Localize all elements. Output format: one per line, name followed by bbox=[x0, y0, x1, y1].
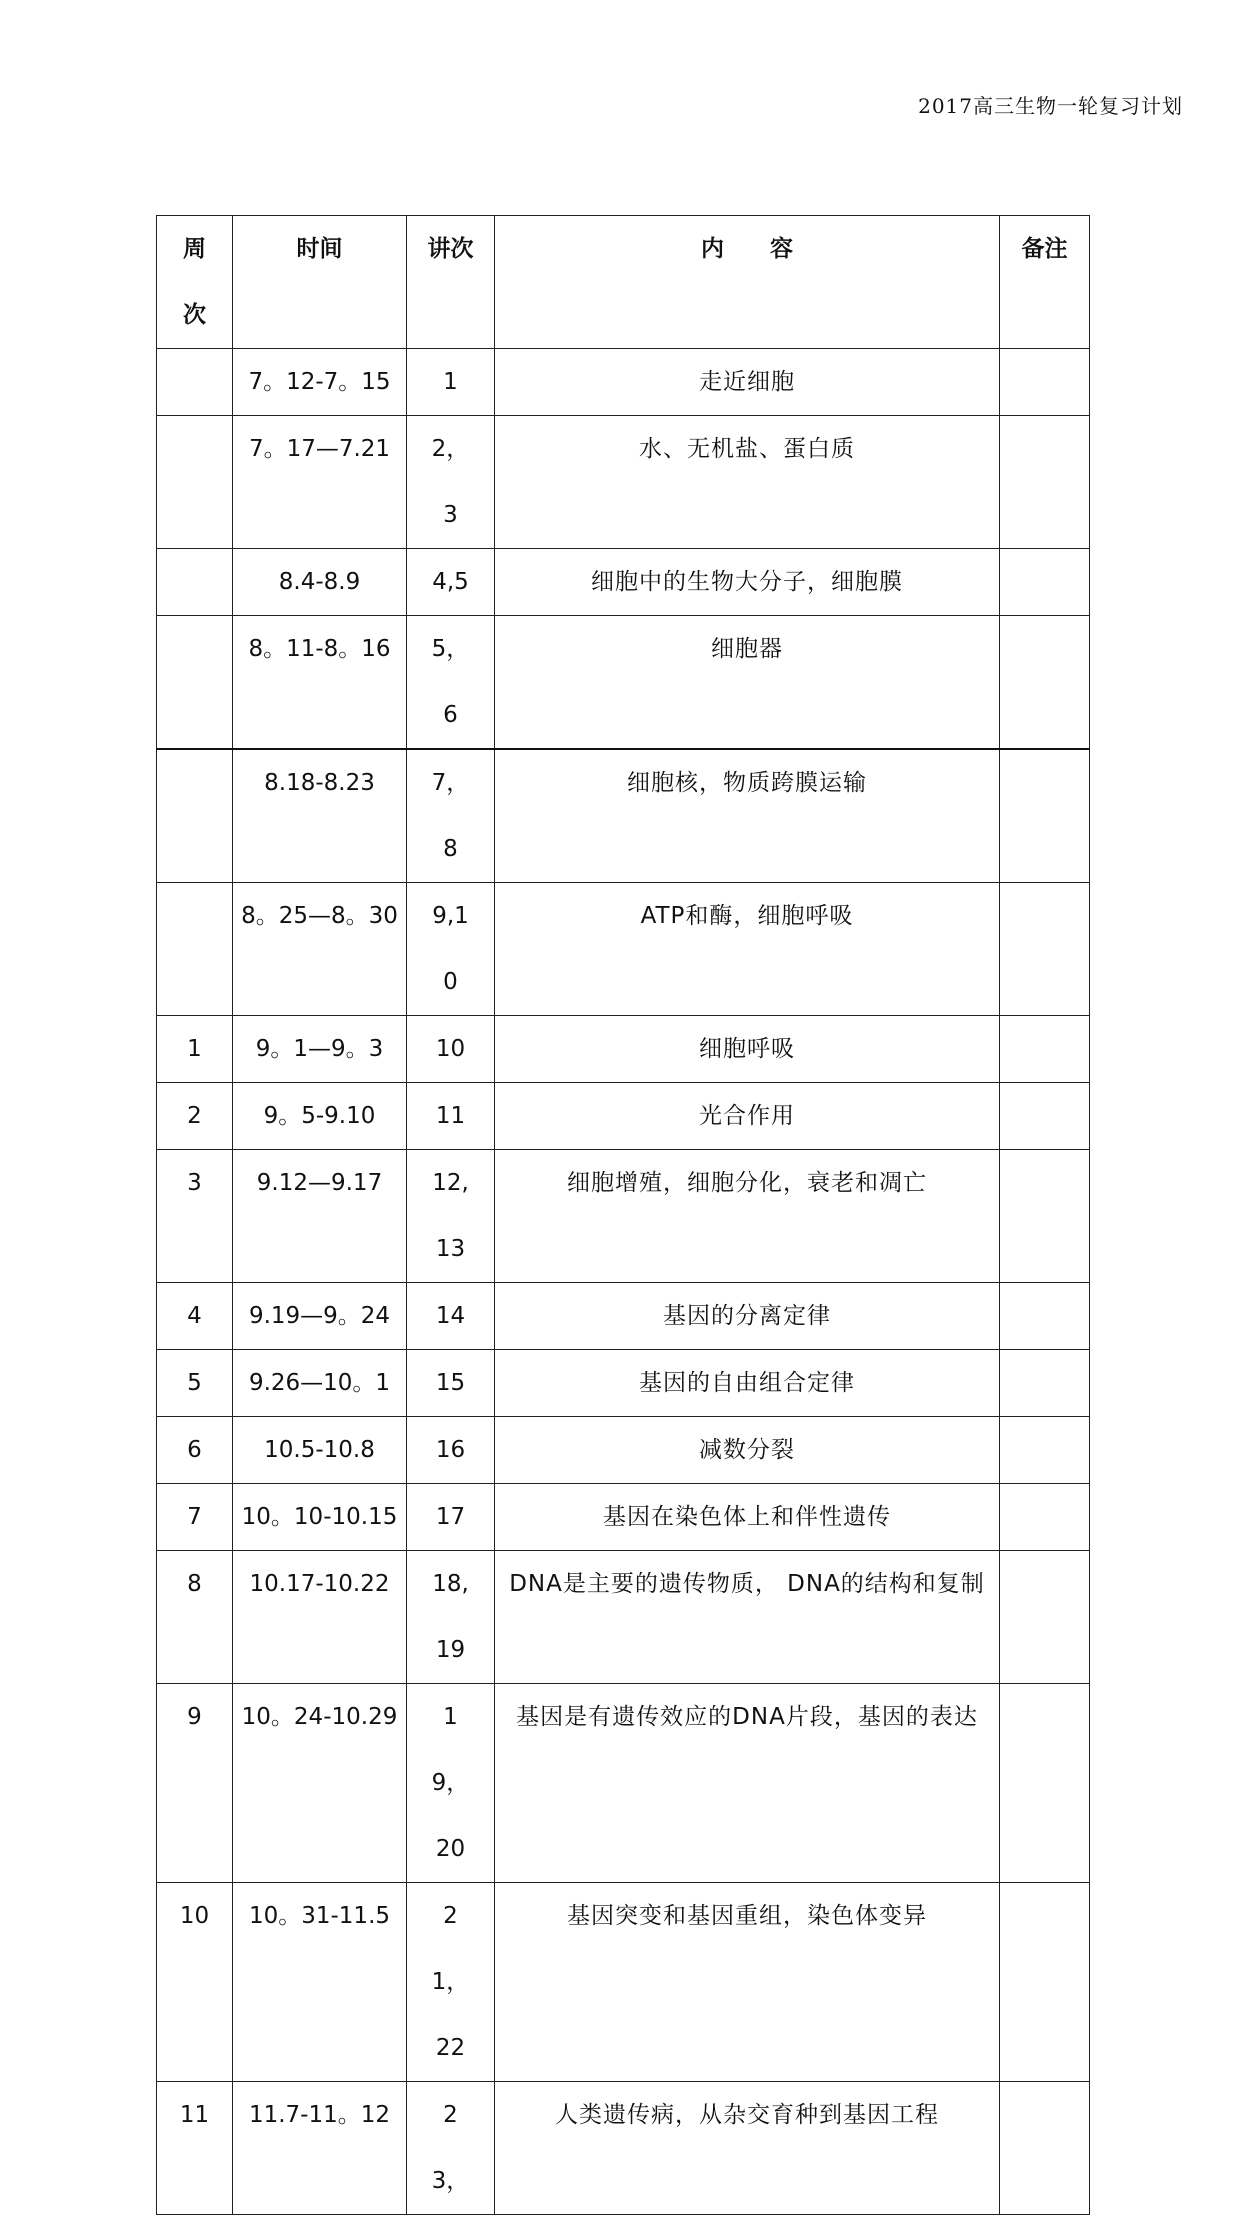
cell-lecture-text: 4,5 bbox=[432, 569, 469, 595]
table-row bbox=[157, 1350, 1090, 1417]
cell-lecture-text: 9,10 bbox=[432, 903, 469, 995]
table-row bbox=[157, 1083, 1090, 1150]
cell-time-text: 7。17—7.21 bbox=[248, 436, 391, 462]
cell-week bbox=[157, 549, 233, 616]
cell-lecture-text: 2，3 bbox=[431, 436, 470, 528]
cell-time bbox=[233, 1417, 407, 1484]
cell-time-text: 7。12-7。15 bbox=[248, 369, 391, 395]
table-row bbox=[157, 883, 1090, 1016]
cell-week bbox=[157, 1484, 233, 1551]
table-row bbox=[157, 1551, 1090, 1684]
table-row bbox=[157, 1883, 1090, 2082]
cell-content-text: 细胞器 bbox=[711, 636, 783, 662]
cell-time-text: 10。10-10.15 bbox=[241, 1504, 398, 1530]
cell-lecture bbox=[407, 1684, 495, 1883]
cell-content bbox=[495, 1417, 1000, 1484]
cell-time bbox=[233, 1083, 407, 1150]
cell-content bbox=[495, 1551, 1000, 1684]
cell-content-text: 减数分裂 bbox=[699, 1437, 795, 1463]
table-header-row bbox=[157, 216, 1090, 349]
cell-time-text: 9.26—10。1 bbox=[248, 1370, 391, 1396]
cell-content bbox=[495, 1083, 1000, 1150]
cell-lecture bbox=[407, 1150, 495, 1283]
cell-time bbox=[233, 1883, 407, 2082]
header-time: 时间 bbox=[233, 216, 407, 349]
cell-lecture-text: 1 bbox=[443, 369, 458, 395]
cell-lecture bbox=[407, 1883, 495, 2082]
cell-content bbox=[495, 1283, 1000, 1350]
cell-lecture bbox=[407, 616, 495, 750]
cell-note bbox=[1000, 1484, 1090, 1551]
cell-week bbox=[157, 349, 233, 416]
cell-note bbox=[1000, 1150, 1090, 1283]
cell-week-text: 7 bbox=[187, 1504, 202, 1530]
cell-note bbox=[1000, 883, 1090, 1016]
cell-content-text: 基因是有遗传效应的DNA片段，基因的表达 bbox=[516, 1704, 978, 1730]
cell-time-text: 10.5-10.8 bbox=[264, 1437, 375, 1463]
cell-content bbox=[495, 1484, 1000, 1551]
cell-lecture bbox=[407, 1417, 495, 1484]
cell-week-text: 2 bbox=[187, 1103, 202, 1129]
table-row bbox=[157, 1684, 1090, 1883]
cell-week bbox=[157, 1283, 233, 1350]
cell-content bbox=[495, 883, 1000, 1016]
cell-week bbox=[157, 1684, 233, 1883]
page-header-title: 2017高三生物一轮复习计划 bbox=[918, 94, 1183, 118]
cell-week bbox=[157, 416, 233, 549]
table-row bbox=[157, 1150, 1090, 1283]
cell-lecture-text: 12,13 bbox=[432, 1170, 469, 1262]
cell-content bbox=[495, 1016, 1000, 1083]
table-row bbox=[157, 349, 1090, 416]
table-row bbox=[157, 616, 1090, 750]
cell-time-text: 8.18-8.23 bbox=[264, 770, 375, 796]
cell-note bbox=[1000, 1350, 1090, 1417]
cell-content bbox=[495, 1150, 1000, 1283]
cell-lecture-text: 11 bbox=[435, 1103, 466, 1129]
cell-time bbox=[233, 749, 407, 883]
cell-lecture-text: 23， bbox=[431, 2102, 470, 2194]
cell-content bbox=[495, 1684, 1000, 1883]
cell-time-text: 9.12—9.17 bbox=[256, 1170, 383, 1196]
cell-content-text: 细胞呼吸 bbox=[699, 1036, 795, 1062]
cell-time-text: 9.19—9。24 bbox=[248, 1303, 391, 1329]
cell-note bbox=[1000, 349, 1090, 416]
cell-content bbox=[495, 749, 1000, 883]
cell-time-text: 8。11-8。16 bbox=[248, 636, 391, 662]
cell-week-text: 1 bbox=[187, 1036, 202, 1062]
table-row bbox=[157, 1417, 1090, 1484]
cell-content bbox=[495, 2082, 1000, 2215]
cell-week-text: 6 bbox=[187, 1437, 202, 1463]
cell-week bbox=[157, 883, 233, 1016]
cell-note bbox=[1000, 1417, 1090, 1484]
cell-time bbox=[233, 1350, 407, 1417]
cell-time bbox=[233, 349, 407, 416]
cell-lecture bbox=[407, 416, 495, 549]
cell-time bbox=[233, 2082, 407, 2215]
cell-week-text: 3 bbox=[187, 1170, 202, 1196]
cell-week-text: 9 bbox=[187, 1704, 202, 1730]
cell-content bbox=[495, 616, 1000, 750]
cell-content-text: 光合作用 bbox=[699, 1103, 795, 1129]
cell-note bbox=[1000, 616, 1090, 750]
header-week: 周次 bbox=[157, 216, 233, 349]
cell-week bbox=[157, 1083, 233, 1150]
cell-lecture bbox=[407, 1283, 495, 1350]
table-row bbox=[157, 1484, 1090, 1551]
cell-content bbox=[495, 1883, 1000, 2082]
cell-content-text: 细胞核，物质跨膜运输 bbox=[627, 770, 867, 796]
cell-time-text: 11.7-11。12 bbox=[248, 2102, 391, 2128]
cell-time bbox=[233, 1283, 407, 1350]
cell-lecture-text: 5，6 bbox=[431, 636, 470, 728]
cell-week bbox=[157, 2082, 233, 2215]
cell-lecture bbox=[407, 749, 495, 883]
cell-lecture-text: 18,19 bbox=[432, 1571, 469, 1663]
cell-week-text: 8 bbox=[187, 1571, 202, 1597]
cell-time bbox=[233, 616, 407, 750]
cell-note bbox=[1000, 2082, 1090, 2215]
table-row bbox=[157, 1283, 1090, 1350]
cell-note bbox=[1000, 1016, 1090, 1083]
cell-week-text: 5 bbox=[187, 1370, 202, 1396]
cell-time-text: 10。24-10.29 bbox=[241, 1704, 398, 1730]
cell-week-text: 10 bbox=[179, 1903, 210, 1929]
cell-week bbox=[157, 1551, 233, 1684]
cell-time bbox=[233, 1016, 407, 1083]
cell-lecture-text: 15 bbox=[435, 1370, 466, 1396]
cell-note bbox=[1000, 1684, 1090, 1883]
table-row bbox=[157, 1016, 1090, 1083]
cell-time-text: 9。1—9。3 bbox=[255, 1036, 384, 1062]
cell-lecture bbox=[407, 1083, 495, 1150]
cell-lecture bbox=[407, 883, 495, 1016]
cell-time bbox=[233, 883, 407, 1016]
cell-time-text: 9。5-9.10 bbox=[263, 1103, 376, 1129]
cell-content-text: 基因在染色体上和伴性遗传 bbox=[603, 1504, 891, 1530]
cell-time bbox=[233, 1150, 407, 1283]
cell-lecture bbox=[407, 2082, 495, 2215]
cell-content-text: DNA是主要的遗传物质， DNA的结构和复制 bbox=[509, 1571, 985, 1597]
cell-content bbox=[495, 1350, 1000, 1417]
cell-lecture-text: 17 bbox=[435, 1504, 466, 1530]
cell-note bbox=[1000, 749, 1090, 883]
review-plan-table bbox=[156, 215, 1090, 2215]
cell-lecture bbox=[407, 1016, 495, 1083]
cell-week bbox=[157, 1883, 233, 2082]
cell-week bbox=[157, 1016, 233, 1083]
cell-lecture-text: 7，8 bbox=[431, 770, 470, 862]
cell-time-text: 10。31-11.5 bbox=[248, 1903, 391, 1929]
cell-lecture bbox=[407, 1484, 495, 1551]
table-row bbox=[157, 2082, 1090, 2215]
cell-lecture-text: 19，20 bbox=[431, 1704, 470, 1862]
cell-time bbox=[233, 1684, 407, 1883]
cell-week-text: 11 bbox=[179, 2102, 210, 2128]
table-row bbox=[157, 416, 1090, 549]
cell-content-text: 基因的自由组合定律 bbox=[639, 1370, 855, 1396]
cell-note bbox=[1000, 1883, 1090, 2082]
cell-note bbox=[1000, 1083, 1090, 1150]
cell-note bbox=[1000, 416, 1090, 549]
cell-lecture bbox=[407, 549, 495, 616]
cell-week bbox=[157, 1150, 233, 1283]
cell-lecture-text: 14 bbox=[435, 1303, 466, 1329]
header-note: 备注 bbox=[1000, 216, 1090, 349]
table-row bbox=[157, 549, 1090, 616]
cell-time bbox=[233, 1551, 407, 1684]
cell-note bbox=[1000, 1551, 1090, 1684]
cell-content-text: 走近细胞 bbox=[699, 369, 795, 395]
cell-week bbox=[157, 616, 233, 750]
cell-content-text: 细胞增殖，细胞分化，衰老和凋亡 bbox=[567, 1170, 927, 1196]
table-body bbox=[157, 349, 1090, 2215]
cell-week bbox=[157, 1417, 233, 1484]
cell-time-text: 8。25—8。30 bbox=[241, 903, 398, 929]
table-row bbox=[157, 749, 1090, 883]
cell-content-text: 人类遗传病，从杂交育种到基因工程 bbox=[555, 2102, 939, 2128]
cell-lecture-text: 10 bbox=[435, 1036, 466, 1062]
cell-content bbox=[495, 416, 1000, 549]
cell-week-text: 4 bbox=[187, 1303, 202, 1329]
header-lecture: 讲次 bbox=[407, 216, 495, 349]
cell-lecture-text: 21，22 bbox=[431, 1903, 470, 2061]
cell-time bbox=[233, 416, 407, 549]
cell-time-text: 8.4-8.9 bbox=[278, 569, 361, 595]
cell-note bbox=[1000, 1283, 1090, 1350]
cell-lecture bbox=[407, 1551, 495, 1684]
cell-note bbox=[1000, 549, 1090, 616]
cell-content-text: 基因突变和基因重组，染色体变异 bbox=[567, 1903, 927, 1929]
cell-content bbox=[495, 549, 1000, 616]
cell-time bbox=[233, 549, 407, 616]
cell-lecture bbox=[407, 349, 495, 416]
cell-content-text: ATP和酶，细胞呼吸 bbox=[640, 903, 854, 929]
cell-content-text: 细胞中的生物大分子，细胞膜 bbox=[591, 569, 903, 595]
cell-content bbox=[495, 349, 1000, 416]
cell-lecture bbox=[407, 1350, 495, 1417]
cell-time-text: 10.17-10.22 bbox=[249, 1571, 390, 1597]
cell-lecture-text: 16 bbox=[435, 1437, 466, 1463]
cell-week bbox=[157, 749, 233, 883]
cell-content-text: 水、无机盐、蛋白质 bbox=[639, 436, 855, 462]
cell-time bbox=[233, 1484, 407, 1551]
header-content: 内 容 bbox=[495, 216, 1000, 349]
cell-content-text: 基因的分离定律 bbox=[663, 1303, 831, 1329]
cell-week bbox=[157, 1350, 233, 1417]
